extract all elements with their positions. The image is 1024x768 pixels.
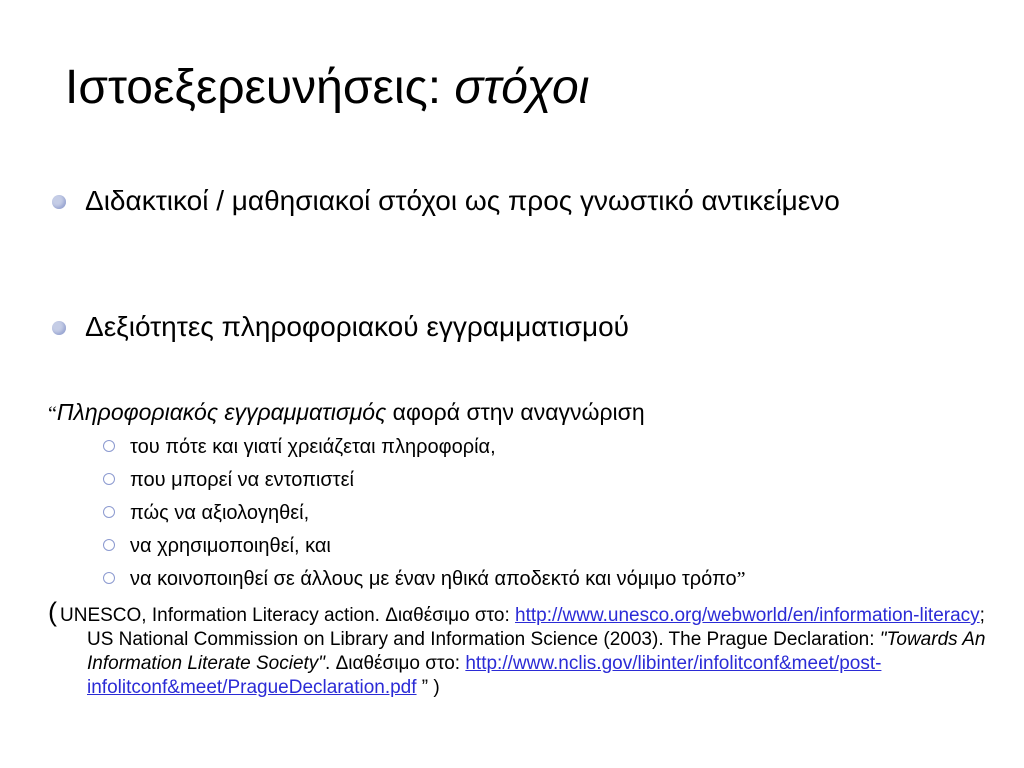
- circle-bullet-icon: [103, 473, 115, 485]
- list-item-text: πώς να αξιολογηθεί,: [130, 502, 310, 524]
- definition-rest: αφορά στην αναγνώριση: [386, 399, 645, 425]
- circle-bullet-icon: [103, 539, 115, 551]
- ref-text-3: . Διαθέσιμο στο:: [325, 653, 466, 674]
- bullet-item: [52, 311, 932, 343]
- sub-list: [103, 434, 746, 599]
- ref-text-2: ; US National Commission on Library and Information Science (2003). The Prague Declaration:: [87, 605, 985, 650]
- unesco-link[interactable]: http://www.unesco.org/webworld/en/information-literacy: [515, 605, 980, 626]
- references: [48, 597, 1008, 700]
- bullet-item: [52, 185, 932, 217]
- list-item: [103, 434, 746, 467]
- list-item-text: να κοινοποιηθεί σε άλλους με έναν ηθικά αποδεκτό και νόμιμο τρόπο: [130, 568, 737, 590]
- definition-intro: [48, 398, 645, 428]
- list-item: [103, 566, 746, 599]
- list-item-text: που μπορεί να εντοπιστεί: [130, 469, 354, 491]
- list-item: [103, 533, 746, 566]
- bullet-text: Διδακτικοί / μαθησιακοί στόχοι ως προς γνωστικό αντικείμενο: [85, 185, 840, 216]
- circle-bullet-icon: [103, 440, 115, 452]
- references-body: [60, 604, 1008, 700]
- slide-title: [65, 62, 589, 115]
- ref-text-4: ” ): [416, 677, 440, 698]
- bullet-text: Δεξιότητες πληροφοριακού εγγραμματισμού: [85, 311, 629, 342]
- circle-bullet-icon: [103, 572, 115, 584]
- ref-text-1: UNESCO, Information Literacy action. Διαθέσιμο στο:: [60, 605, 515, 626]
- open-quote: “: [48, 403, 57, 425]
- ref-title-italic: "Towards An Information Literate Society": [87, 629, 986, 674]
- list-item-text: να χρησιμοποιηθεί, και: [130, 535, 331, 557]
- list-item: [103, 467, 746, 500]
- open-paren: (: [48, 597, 57, 627]
- slide-title-italic: στόχοι: [454, 61, 590, 114]
- close-quote: ”: [736, 568, 746, 590]
- nclis-link[interactable]: http://www.nclis.gov/libinter/infolitconf&meet/post-infolitconf&meet/PragueDeclaration.pdf: [87, 653, 882, 698]
- list-item-text: του πότε και γιατί χρειάζεται πληροφορία,: [130, 436, 496, 458]
- bullet-dot-icon: [52, 321, 66, 335]
- definition-term: Πληροφοριακός εγγραμματισμός: [56, 399, 387, 425]
- slide-title-main: Ιστοεξερευνήσεις:: [65, 61, 455, 114]
- list-item: [103, 500, 746, 533]
- circle-bullet-icon: [103, 506, 115, 518]
- bullet-dot-icon: [52, 195, 66, 209]
